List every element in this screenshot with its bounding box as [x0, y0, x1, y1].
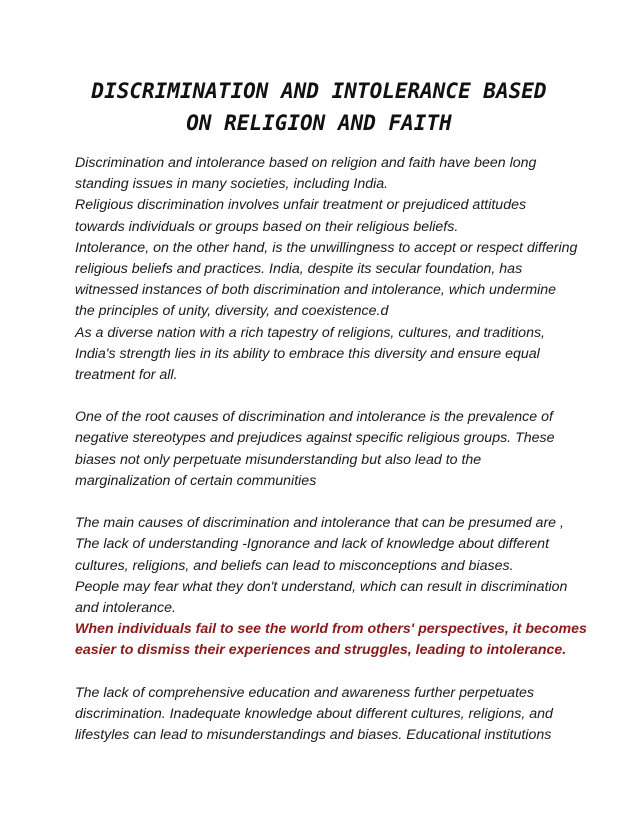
body-line: negative stereotypes and prejudices against specific religious groups. These	[75, 430, 555, 447]
body-line: and intolerance.	[75, 599, 176, 616]
document-title	[60, 75, 578, 139]
body-line: People may fear what they don't understand, which can result in discrimination	[75, 578, 568, 595]
body-line: witnessed instances of both discrimination and intolerance, which undermine	[75, 282, 557, 299]
document-body	[75, 153, 587, 746]
body-line: biases not only perpetuate misunderstanding but also lead to the	[75, 451, 482, 468]
paragraph-gap	[75, 492, 575, 513]
body-line: Discrimination and intolerance based on religion and faith have been long	[75, 155, 537, 171]
body-line: standing issues in many societies, including India.	[75, 176, 389, 193]
body-line: As a diverse nation with a rich tapestry of religions, cultures, and traditions,	[75, 324, 545, 341]
body-line: marginalization of certain communities	[75, 472, 317, 489]
body-line: The lack of understanding -Ignorance and lack of knowledge about different	[75, 536, 550, 553]
title-line-2: ON RELIGION AND FAITH	[186, 111, 452, 135]
title-line-1: DISCRIMINATION AND INTOLERANCE BASED	[91, 79, 547, 103]
body-line: cultures, religions, and beliefs can lead to misconceptions and biases.	[75, 557, 514, 574]
highlighted-line: When individuals fail to see the world from others' perspectives, it becomes	[75, 621, 587, 638]
body-line: India's strength lies in its ability to embrace this diversity and ensure equal	[75, 345, 540, 362]
body-line: lifestyles can lead to misunderstandings and biases. Educational institutions	[75, 727, 552, 744]
paragraph-gap	[75, 386, 575, 407]
body-line: religious beliefs and practices. India, despite its secular foundation, has	[75, 260, 523, 277]
highlighted-line: easier to dismiss their experiences and struggles, leading to intolerance.	[75, 642, 567, 659]
body-line: the principles of unity, diversity, and coexistence.d	[75, 303, 389, 320]
body-line: treatment for all.	[75, 366, 178, 383]
body-line: Intolerance, on the other hand, is the unwillingness to accept or respect differing	[75, 239, 578, 256]
body-line: The lack of comprehensive education and awareness further perpetuates	[75, 684, 535, 701]
body-line: towards individuals or groups based on their religious beliefs.	[75, 218, 459, 235]
body-line: discrimination. Inadequate knowledge about different cultures, religions, and	[75, 705, 553, 722]
paragraph-gap	[75, 662, 575, 683]
body-line: The main causes of discrimination and intolerance that can be presumed are ,	[75, 515, 564, 532]
body-line: One of the root causes of discrimination and intolerance is the prevalence of	[75, 409, 553, 426]
body-line: Religious discrimination involves unfair treatment or prejudiced attitudes	[75, 197, 527, 214]
